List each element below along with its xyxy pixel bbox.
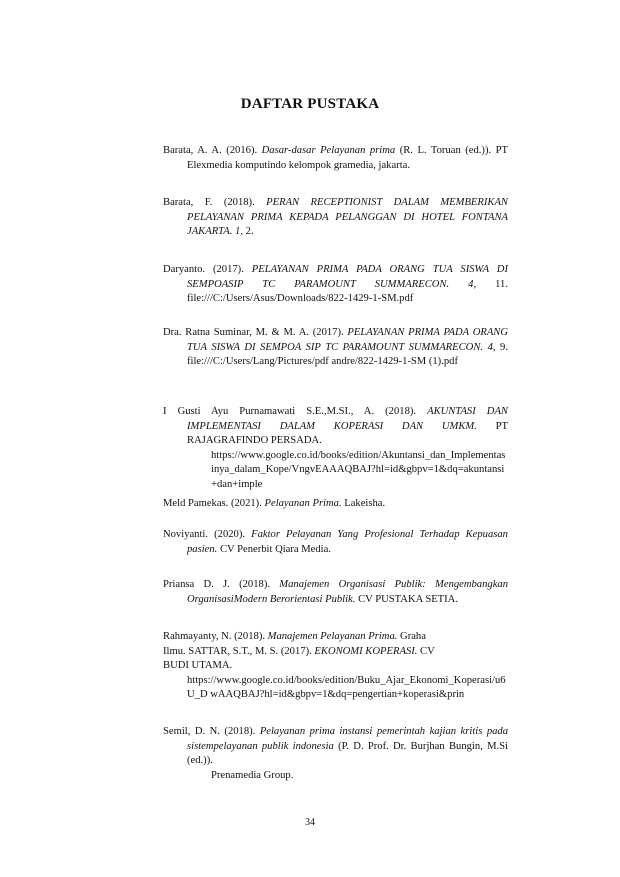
reference-entry: [163, 263, 508, 307]
reference-authors: Dra. Ratna Suminar, M. & M. A. (2017).: [163, 327, 348, 338]
reference-authors: Barata, F. (2018).: [163, 197, 267, 208]
reference-entry: [163, 528, 508, 557]
reference-title: Faktor Pelayanan Yang Profesional Terhadap Kepuasan pasien.: [187, 529, 508, 555]
reference-authors: Semil, D. N. (2018).: [163, 726, 260, 737]
reference-entry: [163, 196, 508, 240]
reference-authors: Priansa D. J. (2018).: [163, 579, 280, 590]
reference-publisher: , 2.: [240, 226, 254, 238]
reference-entry: [163, 630, 508, 703]
reference-entry: [163, 578, 508, 607]
reference-title: EKONOMI KOPERASI.: [314, 645, 418, 657]
reference-title: PERAN RECEPTIONIST DALAM MEMBERIKAN PELAYANAN PRIMA KEPADA PELANGGAN DI HOTEL FONTANA JAKARTA. 1: [187, 197, 508, 238]
reference-publisher: , 11. file:///C:/Users/Asus/Downloads/822-1429-1-SM.pdf: [187, 278, 508, 305]
reference-authors: I Gusti Ayu Purnamawati S.E.,M.SI., A. (2018).: [163, 406, 428, 417]
reference-publisher-line: Prenamedia Group.: [211, 769, 294, 781]
reference-publisher: CV: [417, 645, 435, 657]
reference-title: Manajemen Organisasi Publik: Mengembangkan OrganisasiModern Berorientasi Publik.: [187, 579, 508, 605]
reference-authors: Barata, A. A. (2016).: [163, 145, 262, 156]
reference-publisher: Graha: [397, 631, 426, 642]
reference-publisher: CV Penerbit Qiara Media.: [217, 543, 331, 555]
reference-authors: Ilmu. SATTAR, S.T., M. S. (2017).: [163, 645, 315, 657]
reference-publisher: CV PUSTAKA SETIA.: [355, 593, 458, 605]
reference-title: Dasar-dasar Pelayanan prima: [261, 145, 396, 156]
reference-title: PELAYANAN PRIMA PADA ORANG TUA SISWA DI SEMPOASIP TC PARAMOUNT SUMMARECON. 4: [187, 264, 508, 290]
reference-line: [163, 630, 508, 645]
reference-entry: [163, 405, 508, 493]
reference-url: https://www.google.co.id/books/edition/Akuntansi_dan_Implementasinya_dalam_Kope/VngvEAAAQBAJ?hl=id&gbpv=1&dq=akuntansi+dan+imple: [211, 449, 506, 490]
reference-title: PELAYANAN PRIMA PADA ORANG TUA SISWA DI SEMPOA SIP TC PARAMOUNT SUMMARECON. 4: [187, 327, 509, 353]
reference-publisher: (P. D. Prof. Dr. Burjhan Bungin, M.Si (ed.)).: [187, 740, 508, 767]
reference-entry: [163, 144, 508, 173]
reference-url: https://www.google.co.id/books/edition/Buku_Ajar_Ekonomi_Koperasi/u6U_D wAAQBAJ?hl=id&gbpv=1&dq=pengertian+koperasi&prin: [187, 674, 506, 701]
page-title: DAFTAR PUSTAKA: [240, 96, 380, 112]
reference-publisher: (R. L. Toruan (ed.)). PT Elexmedia komputindo kelompok gramedia, jakarta.: [187, 145, 508, 171]
reference-authors: Meld Pamekas. (2021).: [163, 498, 265, 509]
reference-authors: Rahmayanty, N. (2018).: [163, 631, 268, 642]
reference-line: [163, 645, 508, 660]
reference-entry: [163, 326, 508, 370]
reference-title: Pelayanan Prima.: [264, 498, 342, 509]
reference-line: BUDI UTAMA.: [163, 660, 233, 672]
reference-title: AKUNTASI DAN IMPLEMENTASI DALAM KOPERASI DAN UMKM.: [187, 406, 508, 432]
reference-title: Manajemen Pelayanan Prima.: [267, 631, 398, 642]
reference-entry: [163, 725, 508, 783]
reference-authors: Noviyanti. (2020).: [163, 529, 252, 540]
reference-title: Pelayanan prima instansi pemerintah kajian kritis pada sistempelayanan publik indonesia: [187, 726, 509, 752]
page-number: 34: [305, 817, 315, 828]
reference-entry: [163, 497, 508, 512]
reference-publisher: , 9. file:///C:/Users/Lang/Pictures/pdf andre/822-1429-1-SM (1).pdf: [187, 341, 508, 368]
reference-publisher: Lakeisha.: [341, 498, 386, 509]
reference-authors: Daryanto. (2017).: [163, 264, 252, 275]
reference-publisher: PT RAJAGRAFINDO PERSADA.: [187, 420, 509, 447]
